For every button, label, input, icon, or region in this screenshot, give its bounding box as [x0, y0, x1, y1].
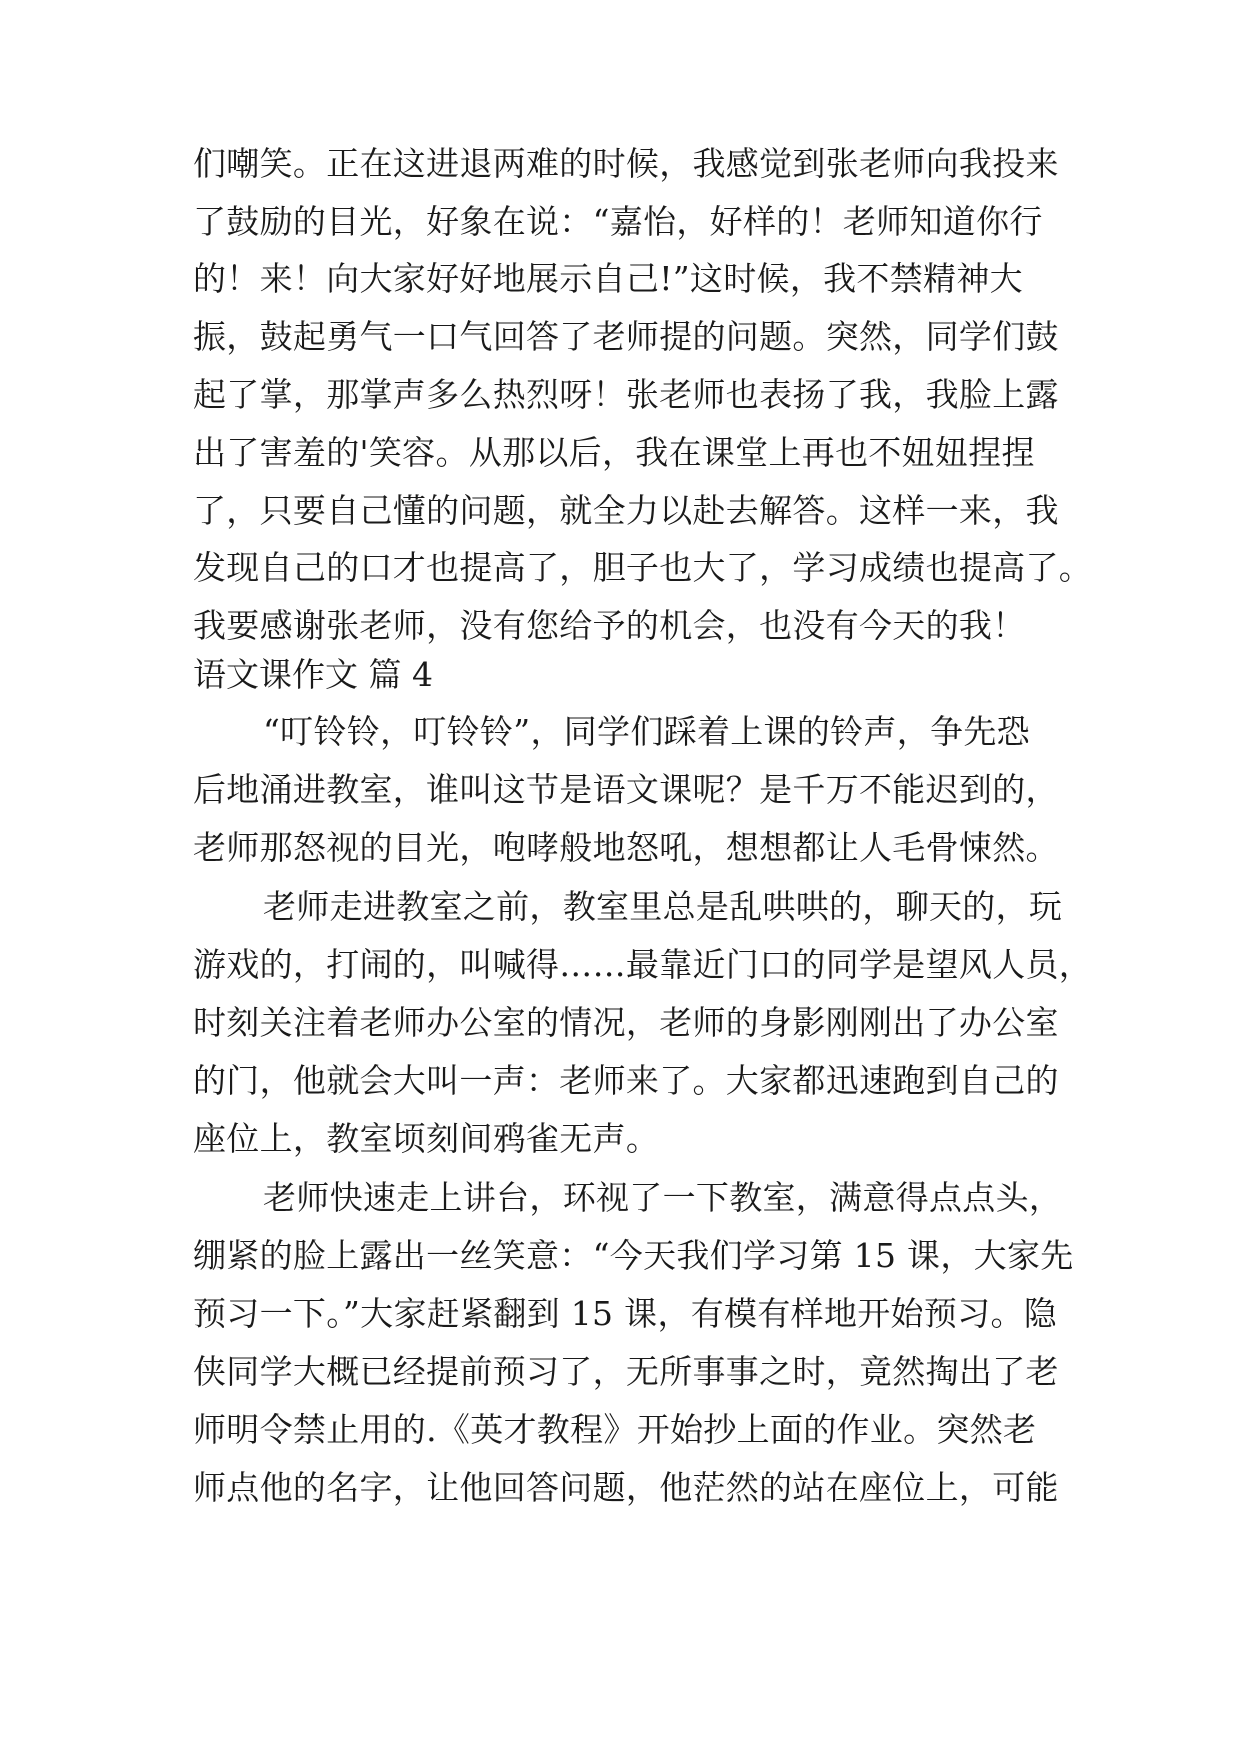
text-line: 老师走进教室之前，教室里总是乱哄哄的，聊天的，玩	[263, 887, 1063, 926]
text-line: 出了害羞的'笑容。从那以后，我在课堂上再也不妞妞捏捏	[193, 433, 1035, 472]
text-line: 的！来！向大家好好地展示自己!”这时候，我不禁精神大	[193, 259, 1023, 298]
text-line: 了，只要自己懂的问题，就全力以赴去解答。这样一来，我	[193, 491, 1059, 530]
text-line: 振，鼓起勇气一口气回答了老师提的问题。突然，同学们鼓	[193, 317, 1059, 356]
text-line: 我要感谢张老师，没有您给予的机会，也没有今天的我！	[193, 606, 1026, 645]
text-line: 游戏的，打闹的，叫喊得……最靠近门口的同学是望风人员，	[193, 945, 1093, 984]
text-line: “叮铃铃，叮铃铃”，同学们踩着上课的铃声，争先恐	[263, 712, 1030, 751]
text-line: 发现自己的口才也提高了，胆子也大了，学习成绩也提高了。	[193, 548, 1093, 587]
text-line: 了鼓励的目光，好象在说：“嘉怡，好样的！老师知道你行	[193, 202, 1043, 241]
text-line: 老师那怒视的目光，咆哮般地怒吼，想想都让人毛骨悚然。	[193, 828, 1059, 867]
text-line: 座位上，教室顷刻间鸦雀无声。	[193, 1119, 660, 1158]
section-heading: 语文课作文 篇 4	[193, 655, 433, 694]
text-line: 们嘲笑。正在这进退两难的时候，我感觉到张老师向我投来	[193, 144, 1059, 183]
text-line: 绷紧的脸上露出一丝笑意：“今天我们学习第 15 课，大家先	[193, 1236, 1074, 1275]
text-line: 后地涌进教室，谁叫这节是语文课呢？是千万不能迟到的，	[193, 770, 1059, 809]
text-line: 起了掌，那掌声多么热烈呀！张老师也表扬了我，我脸上露	[193, 375, 1059, 414]
text-line: 师明令禁止用的.《英才教程》开始抄上面的作业。突然老	[193, 1410, 1037, 1449]
text-line: 师点他的名字，让他回答问题，他茫然的站在座位上，可能	[193, 1468, 1059, 1507]
text-line: 的门，他就会大叫一声：老师来了。大家都迅速跑到自己的	[193, 1061, 1059, 1100]
text-line: 侠同学大概已经提前预习了，无所事事之时，竟然掏出了老	[193, 1352, 1059, 1391]
text-line: 时刻关注着老师办公室的情况，老师的身影刚刚出了办公室	[193, 1003, 1059, 1042]
text-line: 老师快速走上讲台，环视了一下教室，满意得点点头，	[263, 1178, 1063, 1217]
text-line: 预习一下。”大家赶紧翻到 15 课，有模有样地开始预习。隐	[193, 1294, 1058, 1333]
